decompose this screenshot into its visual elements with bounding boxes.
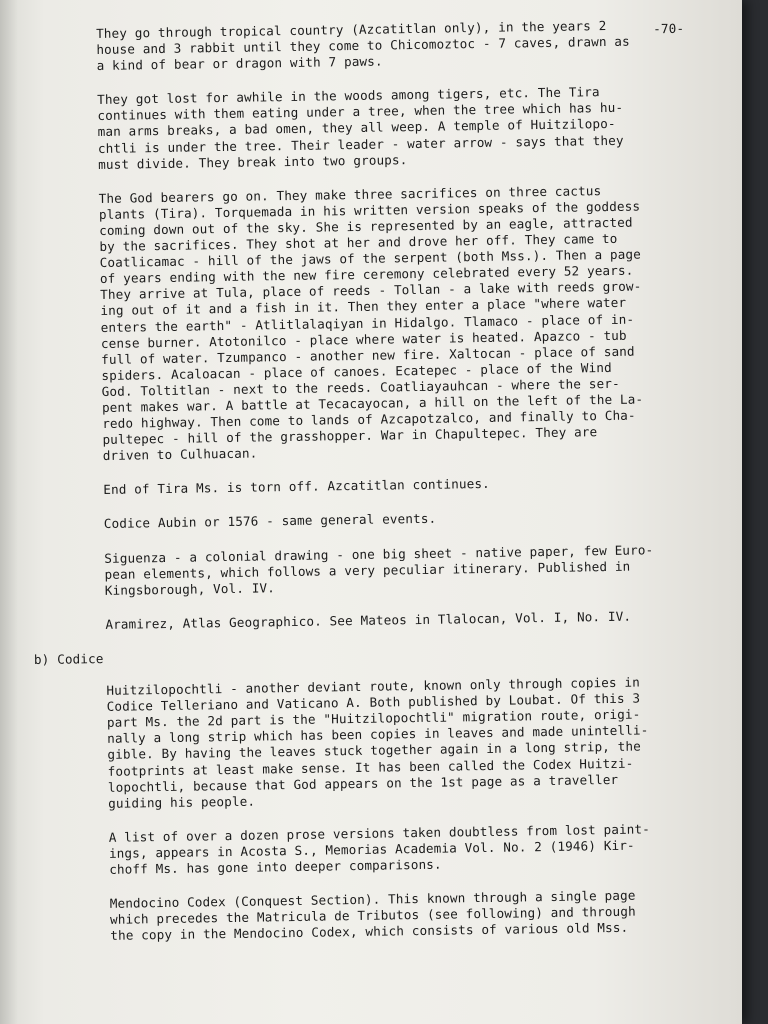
list-item-b-text: Huitzilopochtli - another deviant route, known only through copies in Codice Telleriano and Vaticano A. Both published by Loubat. Of this 3 part Ms. the 2d part is the "Huitzilopochtli" migration route, origi- nally a long strip which has been copies in leaves and made unintelli- gible. By having the leaves stuck together again in a long strip, the footprints at least make sense. It has been called the Codex Huitzi- lopochtli, because that God appears on the 1st page as a traveller guiding his people. bbox=[106, 674, 649, 811]
paragraph-tira-torn: End of Tira Ms. is torn off. Azcatitlan continues. bbox=[103, 476, 490, 498]
list-item-b-label: b) Codice bbox=[33, 650, 104, 667]
paragraph-siguenza: Siguenza - a colonial drawing - one big sheet - native paper, few Euro- pean elements, which follows a very peculiar itinerary. Published in Kingsborough, Vol. IV. bbox=[104, 541, 654, 598]
page-number: -70- bbox=[653, 20, 685, 37]
paragraph-woods: They got lost for awhile in the woods among tigers, etc. The Tira continues with them eating under a tree, when the tree which has hu- man arms breaks, a bad omen, they all weep. A temple of Huitzilopo- chtli is under the tree. Their leader - water arrow - says that they must divide. They break into two groups. bbox=[97, 84, 624, 172]
paragraph-prose-versions: A list of over a dozen prose versions taken doubtless from lost paint- ings, appears in Acosta S., Memorias Academia Vol. No. 2 (1946) Kir- choff Ms. has gone into deeper comparisons. bbox=[108, 821, 651, 877]
paragraph-chicomoztoc: They go through tropical country (Azcatitlan only), in the years 2 house and 3 rabbit until they come to Chicomoztoc - 7 caves, drawn as a kind of bear or dragon with 7 paws. bbox=[96, 17, 630, 74]
paragraph-god-bearers: The God bearers go on. They make three sacrifices on three cactus plants (Tira). Torquemada in his written version speaks of the goddess coming down out of the sky. She is represented by an eagle, attracted by the sacrifices. They shot at her and drove her off. They came to Coatlicamac - hill of the jaws of the serpent (both Mss.). Then a page of years ending with the new fire ceremony celebrated every 52 years. They arrive at Tula, place of reeds - Tollan - a lake with reeds grow- ing out of it and a fish in it. Then they enter a place "where water enters the earth" - Atlitlalaqiyan in Hidalgo. Tlamaco - place of in- cense burner. Atotonilco - place where water is heated. Apazco - tub full of water. Tzumpanco - another new fire. Xaltocan - place of sand spiders. Acaloacan - place of canoes. Ecatepec - place of the Wind God. Toltitlan - next to the reeds. Coatliayauhcan - where the ser- pent makes war. A battle at Tecacayocan, a hill on the left of the La- redo highway. Then come to lands of Azcapotzalco, and finally to Cha- pultepec - hill of the grasshopper. War in Chapultepec. They are driven to Culhuacan. bbox=[98, 182, 644, 464]
paragraph-mendocino: Mendocino Codex (Conquest Section). This known through a single page which precedes the Matricula de Tributos (see following) and through the copy in the Mendocino Codex, which consists of various old Mss. bbox=[109, 887, 636, 944]
paragraph-aramirez: Aramirez, Atlas Geographico. See Mateos in Tlalocan, Vol. I, No. IV. bbox=[105, 608, 632, 632]
list-item-b bbox=[33, 642, 668, 812]
paragraph-codice-aubin: Codice Aubin or 1576 - same general events. bbox=[103, 511, 437, 532]
page-text-block bbox=[33, 17, 685, 962]
